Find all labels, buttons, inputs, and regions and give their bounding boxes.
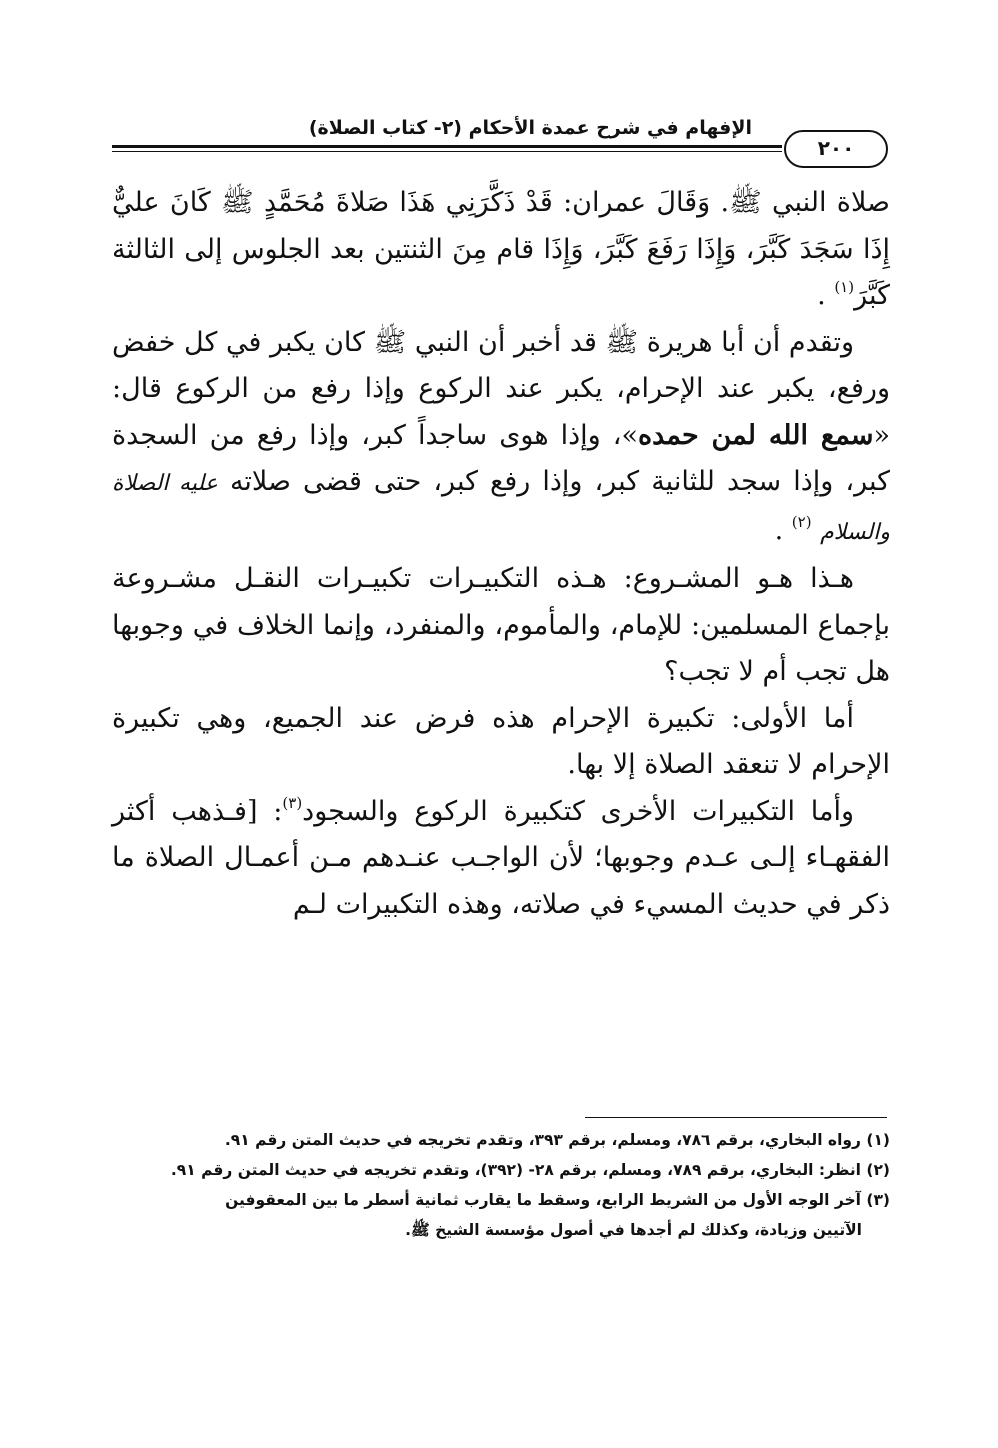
paragraph-2 xyxy=(112,320,890,557)
footnote-ref-3[interactable]: (٣) xyxy=(282,793,303,812)
paragraph-2-part-a: وتقدم أن أبا هريرة ﷺ قد أخبر أن النبي ﷺ كان يكبر في كل خفض ورفع، يكبر عند الإحرام، يكبر عند الركوع وإذا رفع من الركوع قال: « xyxy=(112,326,890,451)
header-rule-thin xyxy=(112,151,782,152)
footnotes xyxy=(112,1125,890,1245)
footnote-3-line-2: الآتيين وزيادة، وكذلك لم أجدها في أصول مؤسسة الشيخ ﷺ. xyxy=(405,1221,862,1239)
header-title: الإفهام في شرح عمدة الأحكام (٢- كتاب الصلاة) xyxy=(308,117,752,139)
paragraph-3: هـذا هـو المشـروع: هـذه التكبيـرات تكبيـرات النقـل مشـروعة بإجماع المسلمين: للإمام، والمأموم، والمنفرد، وإنما الخلاف في وجوبها هل تجب أم لا تجب؟ xyxy=(112,563,890,687)
paragraph-1-end: . xyxy=(817,280,826,311)
header-rule-thick xyxy=(112,145,782,148)
footnote-ref-1[interactable]: (١) xyxy=(834,278,855,296)
footnote-2: (٢) انظر: البخاري، برقم ٧٨٩، ومسلم، برقم ٢٨- (٣٩٢)، وتقدم تخريجه في حديث المتن رقم ٩١. xyxy=(170,1161,890,1179)
paragraph-2-honorific: عليه الصلاة والسلام xyxy=(112,471,890,545)
paragraph-4: أما الأولى: تكبيرة الإحرام هذه فرض عند الجميع، وهي تكبيرة الإحرام لا تنعقد الصلاة إلا بها. xyxy=(112,702,890,780)
main-text xyxy=(112,180,890,928)
footnote-ref-2[interactable]: (٢) xyxy=(791,512,812,531)
footnote-separator xyxy=(585,1117,887,1118)
paragraph-2-part-b: »، وإذا هوى ساجداً كبر، وإذا رفع من السجدة كبر، وإذا سجد للثانية كبر، وإذا رفع كبر، حتى قضى صلاته xyxy=(112,419,890,497)
paragraph-2-end: . xyxy=(774,514,784,546)
paragraph-1-line-3: إلى الثالثة كَبَّرَ xyxy=(112,233,890,311)
paragraph-1-line-1: صلاة النبي ﷺ. وَقَالَ عمران: قَدْ ذَكَّرَنِي هَذَا صَلاةَ مُحَمَّدٍ ﷺ كَانَ xyxy=(169,187,890,218)
paragraph-1 xyxy=(112,180,890,320)
page-number: ٢٠٠ xyxy=(784,130,888,168)
paragraph-1-line-2: عليٌّ إِذَا سَجَدَ كَبَّرَ، وَإِذَا رَفَعَ كَبَّرَ، وَإِذَا قام مِنَ الثنتين بعد الجلوس xyxy=(112,187,890,265)
paragraph-5 xyxy=(112,789,890,929)
paragraph-5-part-b: : [فـذهب أكثر الفقهـاء إلـى عـدم وجوبها؛ لأن الواجـب عنـدهم مـن أعمـال الصلاة ما ذكر في حديث المسيء في صلاته، وهذه التكبيرات لـم xyxy=(112,795,890,920)
running-header xyxy=(112,112,890,172)
paragraph-2-quote: سمع الله لمن حمده xyxy=(638,419,874,451)
footnote-1: (١) رواه البخاري، برقم ٧٨٦، ومسلم، برقم ٣٩٣، وتقدم تخريجه في حديث المتن رقم ٩١. xyxy=(224,1131,890,1149)
paragraph-5-part-a: وأما التكبيرات الأخرى كتكبيرة الركوع والسجود xyxy=(302,795,855,827)
footnote-3-line-1: (٣) آخر الوجه الأول من الشريط الرابع، وسقط ما يقارب ثمانية أسطر ما بين المعقوفين xyxy=(225,1191,890,1209)
